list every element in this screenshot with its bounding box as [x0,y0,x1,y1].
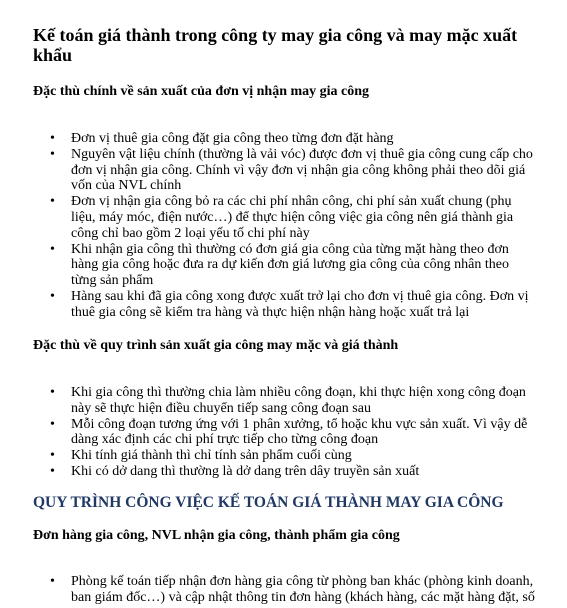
list-item-text: Khi gia công thì thường chia làm nhiều công đoạn, khi thực hiện xong công đoạn này sẽ thực hiện điều chuyển tiếp sang công đoạn sau [71,385,526,416]
bullet-icon: • [50,194,55,210]
section-heading-production: Đặc thù chính về sản xuất của đơn vị nhận may gia công [33,84,370,99]
list-item-text: Nguyên vật liệu chính (thường là vải vóc) được đơn vị thuê gia công cung cấp cho đơn vị nhận gia công. Chính vì vậy đơn vị nhận gia công không phải theo dõi giá vốn của NVL chính [71,146,533,194]
list-item [0,574,567,606]
bullet-icon: • [50,574,55,589]
bullet-icon: • [50,463,55,479]
list-item [0,289,567,321]
bullet-icon: • [50,131,55,146]
bullet-icon: • [50,146,55,162]
list-item-text: Khi có dở dang thì thường là dở dang trên dây truyền sản xuất [71,463,420,479]
bullet-icon: • [50,241,55,257]
process-section-heading: QUY TRÌNH CÔNG VIỆC KẾ TOÁN GIÁ THÀNH MAY GIA CÔNG [33,494,504,511]
list-item-text: Khi nhận gia công thì thường có đơn giá gia công của từng mặt hàng theo đơn hàng gia công hoặc đưa ra dự kiến đơn giá lương gia công của công nhân theo từng sản phẩm [71,241,509,289]
list-item [0,448,567,464]
bullet-icon: • [50,416,55,432]
list-item [0,417,567,449]
bullet-icon: • [50,288,55,304]
list-item-text: Hàng sau khi đã gia công xong được xuất trở lại cho đơn vị thuê gia công. Đơn vị thuê gia công sẽ kiểm tra hàng và thực hiện nhận hàng hoặc xuất trả lại [71,288,529,320]
bullet-list-production [0,131,567,321]
list-item [0,464,567,480]
list-item-text: Đơn vị thuê gia công đặt gia công theo từng đơn đặt hàng [71,131,394,146]
bullet-icon: • [50,385,55,400]
document-title: Kế toán giá thành trong công ty may gia công và may mặc xuất khẩu [33,25,518,65]
list-item-text: Mỗi công đoạn tương ứng với 1 phân xưởng, tổ hoặc khu vực sản xuất. Vì vậy dễ dàng xác định các chi phí trực tiếp cho từng công đoạn [71,416,528,448]
list-item [0,131,567,147]
bullet-list-process [0,385,567,480]
list-item-text: Đơn vị nhận gia công bỏ ra các chi phí nhân công, chi phí sản xuất chung (phụ liệu, máy móc, điện nước…) để thực hiện công việc gia công nên giá thành gia công chỉ bao gồm 2 loại yếu tố chi phí này [71,194,514,241]
list-item [0,242,567,289]
section-heading-process: Đặc thù về quy trình sản xuất gia công may mặc và giá thành [33,338,399,353]
bullet-icon: • [50,448,55,464]
list-item-text: Khi tính giá thành thì chỉ tính sản phẩm cuối cùng [71,448,352,464]
list-item-text: Phòng kế toán tiếp nhận đơn hàng gia công từ phòng ban khác (phòng kinh doanh, ban giám đốc…) và cập nhật thông tin đơn hàng (khách hàng, các mặt hàng đặt, số [71,574,535,605]
bullet-list-orders [0,574,567,606]
subsection-heading-orders: Đơn hàng gia công, NVL nhận gia công, thành phẩm gia công [33,528,400,543]
list-item [0,147,567,194]
list-item [0,385,567,417]
list-item [0,194,567,241]
